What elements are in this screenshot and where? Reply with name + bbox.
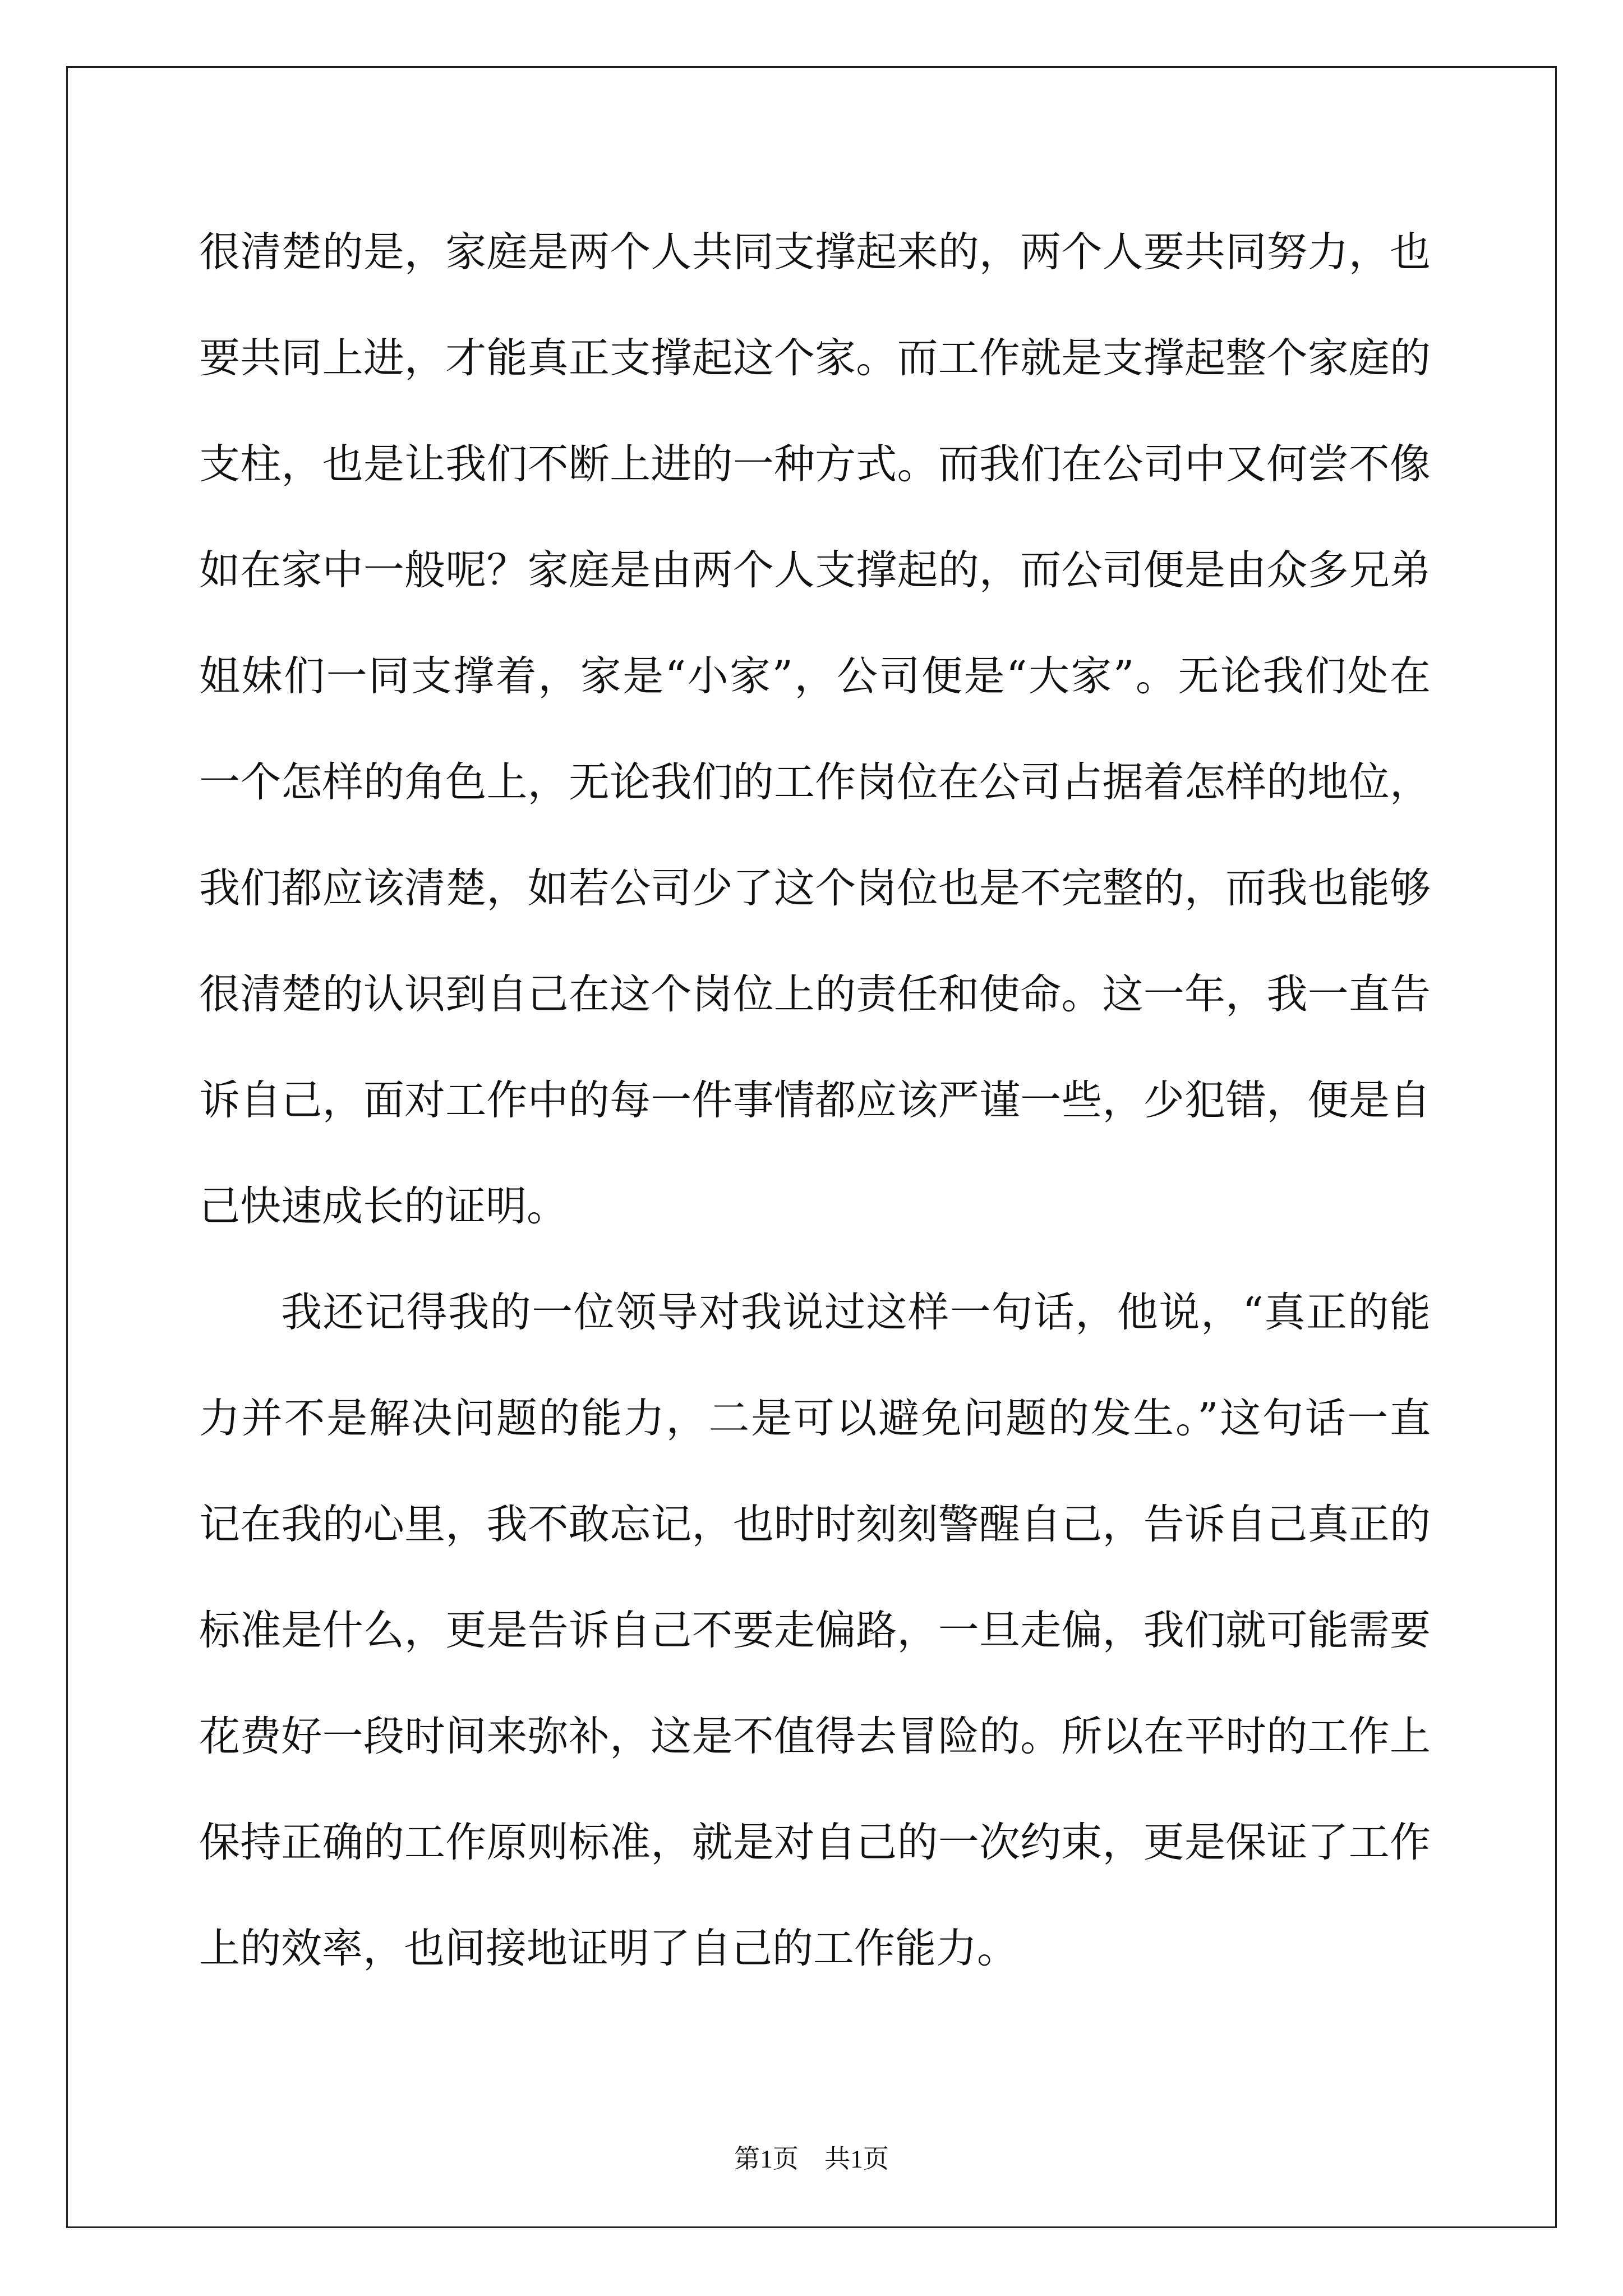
document-body [199,224,1431,2027]
text-line: 如在家中一般呢？家庭是由两个人支撑起的，而公司便是由众多兄弟 [199,546,1431,594]
text-line: 上的效率，也间接地证明了自己的工作能力。 [199,1925,1018,1972]
text-line: 记在我的心里，我不敢忘记，也时时刻刻警醒自己，告诉自己真正的 [199,1501,1431,1548]
text-line: 姐妹们一同支撑着，家是“小家”，公司便是“大家”。无论我们处在 [199,652,1431,700]
paragraph-2 [199,1285,1431,2027]
text-line: 保持正确的工作原则标准，就是对自己的一次约束，更是保证了工作 [199,1819,1431,1866]
text-line: 花费好一段时间来弥补，这是不值得去冒险的。所以在平时的工作上 [199,1713,1431,1760]
text-line: 力并不是解决问题的能力，二是可以避免问题的发生。”这句话一直 [199,1395,1431,1442]
text-line: 很清楚的认识到自己在这个岗位上的责任和使命。这一年，我一直告 [199,970,1431,1018]
page-number-footer: 第1页 共1页 [734,2145,889,2173]
text-line: 支柱，也是让我们不断上进的一种方式。而我们在公司中又何尝不像 [199,440,1431,488]
text-line: 诉自己，面对工作中的每一件事情都应该严谨一些，少犯错，便是自 [199,1076,1431,1124]
text-line: 我还记得我的一位领导对我说过这样一句话，他说，“真正的能 [281,1289,1431,1336]
paragraph-1 [199,224,1431,1285]
text-line: 要共同上进，才能真正支撑起这个家。而工作就是支撑起整个家庭的 [199,334,1431,382]
text-line: 己快速成长的证明。 [199,1182,568,1230]
text-line: 一个怎样的角色上，无论我们的工作岗位在公司占据着怎样的地位， [199,758,1431,806]
text-line: 很清楚的是，家庭是两个人共同支撑起来的，两个人要共同努力，也 [199,228,1431,276]
text-line: 标准是什么，更是告诉自己不要走偏路，一旦走偏，我们就可能需要 [199,1607,1431,1654]
text-line: 我们都应该清楚，如若公司少了这个岗位也是不完整的，而我也能够 [199,864,1431,912]
